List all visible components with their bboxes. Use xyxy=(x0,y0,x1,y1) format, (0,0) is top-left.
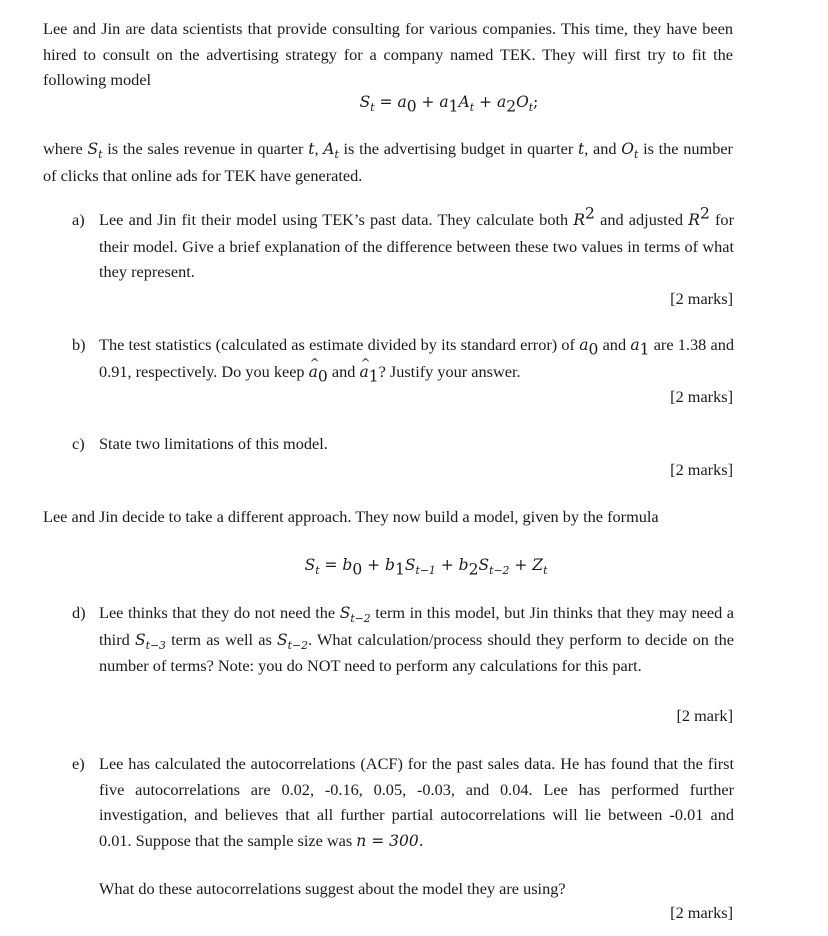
question-d-marks: [2 mark] xyxy=(676,706,733,725)
question-c-marks: [2 marks] xyxy=(670,460,733,479)
question-a-text-1: Lee and Jin fit their model using TEK’s past data. They calculate both xyxy=(99,210,569,229)
question-a-marks: [2 marks] xyxy=(670,289,733,308)
question-a-body: Lee and Jin fit their model using TEK’s past data. They calculate both $R^2$ and adjusted $R^2$ for their model. Give a brief explanation of the difference between these two values in terms of what they represent. xyxy=(99,204,734,281)
var-t: t xyxy=(308,140,315,158)
question-b-text-2: and xyxy=(602,335,627,354)
question-e-body xyxy=(99,751,734,854)
question-e-text-1: Lee has calculated the autocorrelations (ACF) for the past sales data. He has found that the first five autocorrelations are 0.02, -0.16, 0.05, -0.03, and 0.04. Lee has performed further investigation, and believes that all further partial autocorrelations will lie between -0.01 and 0.01. Suppose that the sample size was xyxy=(99,754,734,850)
question-c-letter: c) xyxy=(72,434,85,453)
question-e-followup xyxy=(72,876,734,902)
where-text-4: and xyxy=(593,139,617,158)
question-d-text-2: term in this model, but Jin thinks that they may need a third xyxy=(99,603,735,649)
question-c-body: State two limitations of this model. xyxy=(99,434,328,453)
question-a xyxy=(72,204,734,285)
question-c xyxy=(72,431,734,457)
equation-1-math: $S_t$ xyxy=(359,93,375,115)
intro-text: Lee and Jin are data scientists that provide consulting for various companies. This time, they have been hired to consult on the advertising strategy for a company named TEK. They will first try to fit the following model xyxy=(43,19,733,89)
question-b-marks: [2 marks] xyxy=(670,387,733,406)
equation-model-1: $S_t = a_0 + a_1A_t + a_2O_t$; xyxy=(0,89,828,116)
question-a-text-3: for their model. Give a brief explanation of the difference between these two values in terms of what they represent. xyxy=(99,210,734,281)
where-text-3: is the advertising budget in quarter xyxy=(343,139,574,158)
question-e-text-2: What do these autocorrelations suggest about the model they are using? xyxy=(99,879,566,898)
question-e xyxy=(72,751,734,854)
question-b-body: The test statistics (calculated as estimate divided by its standard error) of $a_0$ and $a_1$ are 1.38 and 0.91, respectively. Do you keep ^ $a_0$ and ^ $a_1$? Justify your answer. xyxy=(99,332,734,385)
approach-paragraph: Lee and Jin decide to take a different approach. They now build a model, given by the formula xyxy=(43,507,659,526)
question-d-text-3: term as well as xyxy=(171,629,272,649)
question-d-text-4: . What calculation/process should they perform to decide on the number of terms? Note: you do NOT need to perform any calculations for this part. xyxy=(99,629,734,675)
question-a-text-2: and adjusted xyxy=(600,210,684,229)
question-e-marks: [2 marks] xyxy=(670,903,733,922)
question-b-text-1: The test statistics (calculated as estimate divided by its standard error) of xyxy=(99,335,575,354)
question-d-text-1: Lee thinks that they do not need the xyxy=(99,603,336,622)
equation-model-2: $S_t = b_0 + b_1S_{t-1} + b_2S_{t-2} + Z_t$ xyxy=(304,556,548,579)
question-b-text-5: ? Justify your answer. xyxy=(378,361,521,381)
question-e-letter: e) xyxy=(72,754,85,773)
question-a-letter: a) xyxy=(72,210,85,229)
question-b-letter: b) xyxy=(72,335,86,354)
question-b xyxy=(72,332,734,385)
where-text-2: is the sales revenue in quarter xyxy=(107,139,304,158)
intro-paragraph xyxy=(43,16,733,93)
where-text-5: is the number of clicks that online ads for TEK have generated. xyxy=(43,139,733,185)
question-d xyxy=(72,600,734,679)
question-b-text-4: and xyxy=(331,361,356,381)
question-b-text-3: are 1.38 and 0.91, respectively. Do you keep xyxy=(99,335,735,381)
where-text-1: where xyxy=(43,139,83,158)
sample-size: n = 300. xyxy=(356,831,424,850)
question-d-letter: d) xyxy=(72,603,86,622)
question-d-body: Lee thinks that they do not need the $S_{t-2}$ term in this model, but Jin thinks that they may need a third $S_{t-3}$ term as well as $S_{t-2}$. What calculation/process should they perform to decide on the number of terms? Note: you do NOT need to perform any calculations for this part. xyxy=(99,603,735,675)
where-paragraph: where $S_t$ is the sales revenue in quarter t, $A_t$ is the advertising budget in quarter t, and $O_t$ is the number of clicks that online ads for TEK have generated. xyxy=(43,139,733,185)
